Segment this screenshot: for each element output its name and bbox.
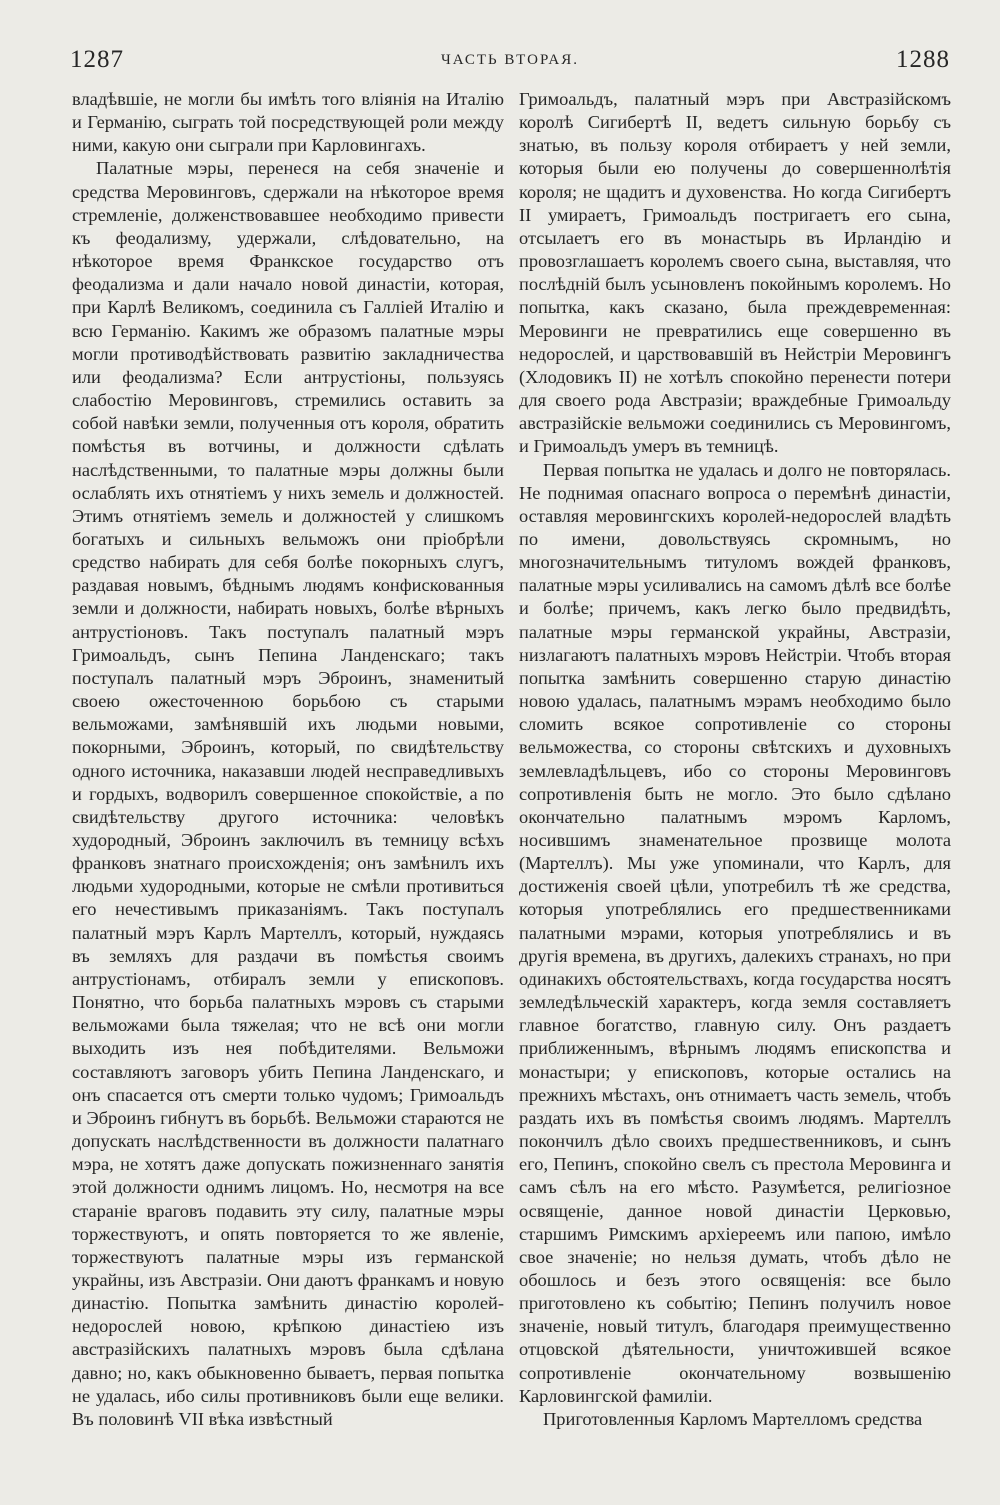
paragraph: Первая попытка не удалась и долго не повторялась. Не поднимая опаснаго вопроса о перемѣнѣ династіи, оставляя меровингскихъ королей-недорослей владѣть по имени, довольствуясь скромнымъ, но многозначительнымъ титуломъ вождей франковъ, палатные мэры усиливались на самомъ дѣлѣ все болѣе и болѣе; причемъ, какъ легко было предвидѣть, палатные мэры германской украйны, Австразіи, низлагаютъ палатныхъ мэровъ Нейстріи. Чтобъ вторая попытка замѣнить совершенно старую династію новою удалась, палатнымъ мэрамъ необходимо было сломить всякое сопротивленіе со стороны вельможества, со стороны свѣтскихъ и духовныхъ землевладѣльцевъ, ибо со стороны Меровинговъ сопротивленія быть не могло. Это было сдѣлано окончательно палатнымъ мэромъ Карломъ, носившимъ знаменательное прозвище молота (Мартеллъ). Мы уже упоминали, что Карлъ, для достиженія своей цѣли, употребилъ тѣ же средства, которыя употреблялись его предшественниками палатными мэрами, которыя употреблялись и въ другія времена, въ другихъ, далекихъ странахъ, но при одинакихъ обстоятельствахъ, когда государства носятъ земледѣльческій характеръ, когда земля составляетъ главное богатство, главную силу. Онъ раздаетъ приближеннымъ, вѣрнымъ людямъ епископства и монастыри; у епископовъ, которые остались на прежнихъ мѣстахъ, онъ отнимаетъ часть земель, чтобъ раздать ихъ въ помѣстья своимъ людямъ. Мартеллъ покончилъ дѣло своихъ предшественниковъ, и сынъ его, Пепинъ, спокойно свелъ съ престола Меровинга и самъ сѣлъ на его мѣсто. Разумѣется, религіозное освященіе, данное новой династіи Церковью, старшимъ Римскимъ архіереемъ или папою, имѣло свое значеніе; но нельзя думать, чтобъ дѣло не обошлось и безъ этого освященія: все было приготовлено къ событію; Пепинъ получилъ новое значеніе, новый титулъ, благодаря преимущественно отцовской дѣятельности, уничтожившей всякое сопротивленіе окончательному возвышенію Карловингской фамиліи. (519, 459, 951, 1406)
left-page-number: 1287 (70, 46, 124, 73)
paragraph: Палатные мэры, перенеся на себя значеніе и средства Меровинговъ, сдержали на нѣкоторое время стремленіе, долженствовавшее необходимо привести къ феодализму, удержали, слѣдовательно, на нѣкоторое время Франкское государство отъ феодализма и дали начало новой династіи, которая, при Карлѣ Великомъ, соединила съ Галліей Италію и всю Германію. Какимъ же образомъ палатные мэры могли противодѣйствовать развитію закладничества или феодализма? Если антрустіоны, пользуясь слабостію Меровинговъ, стремились оставить за собой навѣки земли, полученныя отъ короля, обратить помѣстья въ вотчины, и должности сдѣлать наслѣдственными, то палатные мэры должны были ослаблять ихъ отнятіемъ у нихъ земель и должностей. Этимъ отнятіемъ земель и должностей у слишкомъ богатыхъ и сильныхъ вельможъ они пріобрѣли средство набирать для себя болѣе покорныхъ слугъ, раздавая новымъ, бѣднымъ людямъ конфискованныя земли и должности, набирать новыхъ, болѣе вѣрныхъ антрустіоновъ. Такъ поступалъ палатный мэръ Гримоальдъ, сынъ Пепина Ланденскаго; такъ поступалъ палатный мэръ Эброинъ, знаменитый своею ожесточенною борьбою съ старыми вельможами, замѣнявшій ихъ людьми новыми, покорными, Эброинъ, который, по свидѣтельству одного источника, наказавши людей несправедливыхъ и гордыхъ, водворилъ совершенное спокойствіе, а по свидѣтельству другого источника: человѣкъ худородный, Эброинъ заключилъ въ темницу всѣхъ франковъ знатнаго происхожденія; онъ замѣнилъ ихъ людьми худородными, которые не смѣли противиться его нечестивымъ приказаніямъ. Такъ поступалъ палатный мэръ Карлъ Мартеллъ, который, нуждаясь въ земляхъ для раздачи въ помѣстья своимъ антрустіонамъ, отбиралъ земли у епископовъ. Понятно, что борьба палатныхъ мэровъ съ старыми вельможами была тяжелая; что не всѣ они могли выходить изъ нея побѣдителями. Вельможи составляютъ заговоръ убить Пепина Ланденскаго, и онъ спасается отъ смерти только чудомъ; Гримоальдъ и Эброинъ гибнутъ въ борьбѣ. Вельможи стараются не допускать наслѣдственности въ должности палатнаго мэра, не хотятъ даже допускать пожизненнаго занятія этой должности однимъ лицомъ. Но, несмотря на все стараніе враговъ подавить эту силу, палатные мэры торжествуютъ, и опять повторяется то же явленіе, торжествуютъ палатные мэры изъ германской украйны, изъ Австразіи. Они даютъ франкамъ и новую династію. Попытка замѣнить династію королей-недорослей новою, крѣпкою династіею изъ австразійскихъ палатныхъ мэровъ была сдѣлана давно; но, какъ обыкновенно бываетъ, первая попытка не удалась, ибо силы противниковъ были еще велики. Въ половинѣ VII вѣка извѣстный (72, 158, 504, 1429)
paragraph: Приготовленныя Карломъ Мартелломъ средства (543, 1408, 923, 1429)
paragraph: владѣвшіе, не могли бы имѣть того вліянія на Италію и Германію, сыграть той посредствующей роли между ними, какую они сыграли при Карловингахъ. (72, 89, 504, 156)
right-page-number: 1288 (895, 46, 950, 73)
right-column (519, 88, 951, 1431)
paragraph: Гримоальдъ, палатный мэръ при Австразійскомъ королѣ Сигибертѣ II, ведетъ сильную борьбу съ знатью, въ пользу короля отбираетъ у ней земли, которыя были ею получены до совершеннолѣтія короля; не щадитъ и духовенства. Но когда Сигибертъ II умираетъ, Гримоальдъ постригаетъ его сына, отсылаетъ его въ монастырь въ Ирландію и провозглашаетъ королемъ своего сына, выставляя, что послѣдній былъ усыновленъ покойнымъ королемъ. Но попытка, какъ сказано, была преждевременная: Меровинги не превратились еще совершенно въ недорослей, и царствовавшій въ Нейстріи Меровингъ (Хлодовикъ II) не хотѣлъ спокойно перенести потери для своего рода Австразіи; враждебные Гримоальду австразійскіе вельможи соединились съ Меровингомъ, и Гримоальдъ умеръ въ темницѣ. (519, 89, 951, 457)
left-column (72, 88, 504, 1431)
running-title: ЧАСТЬ ВТОРАЯ. (441, 51, 579, 68)
page-header (70, 40, 950, 80)
